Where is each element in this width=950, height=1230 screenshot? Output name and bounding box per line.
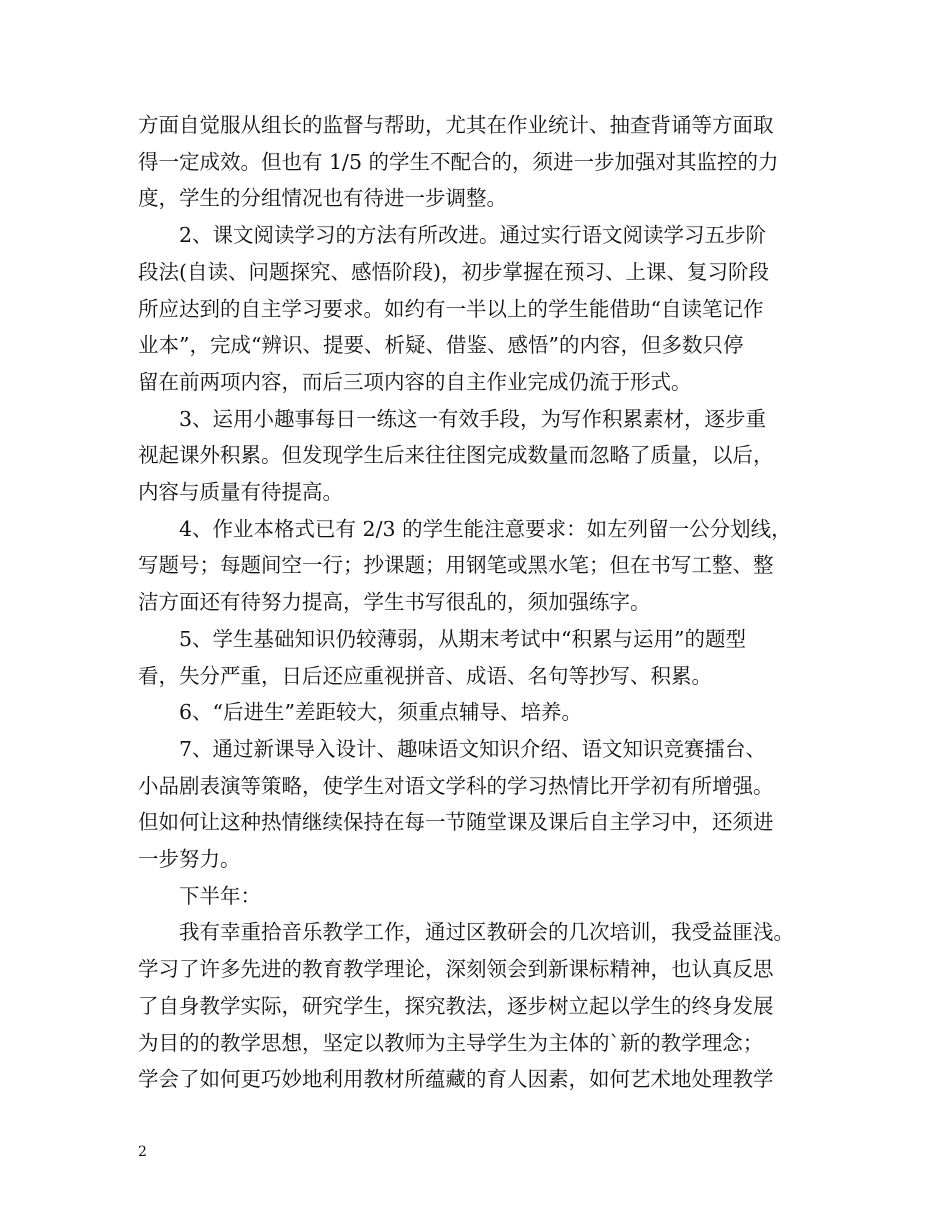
page-number: 2 bbox=[138, 1144, 147, 1160]
text-line: 洁方面还有待努力提高，学生书写很乱的，须加强练字。 bbox=[138, 590, 651, 615]
paragraph-7 bbox=[138, 731, 828, 878]
paragraph-4 bbox=[138, 511, 828, 621]
text-line: 看，失分严重，日后还应重视拼音、成语、名句等抄写、积累。 bbox=[138, 663, 712, 688]
text-line: 度，学生的分组情况也有待进一步调整。 bbox=[138, 186, 507, 211]
paragraph-1 bbox=[138, 107, 828, 217]
text-line: 但如何让这种热情继续保持在每一节随堂课及课后自主学习中，还须进 bbox=[138, 810, 774, 835]
paragraph-5 bbox=[138, 621, 828, 694]
text-line: 写题号；每题间空一行；抄课题；用钢笔或黑水笔；但在书写工整、整 bbox=[138, 553, 774, 578]
text-line: 内容与质量有待提高。 bbox=[138, 480, 343, 505]
paragraph-9 bbox=[138, 914, 828, 1098]
text-line: 5、学生基础知识仍较薄弱，从期末考试中“积累与运用”的题型 bbox=[179, 626, 747, 651]
text-line: 一步努力。 bbox=[138, 847, 241, 872]
text-line: 视起课外积累。但发现学生后来往往图完成数量而忽略了质量，以后， bbox=[138, 443, 774, 468]
text-line: 3、运用小趣事每日一练这一有效手段，为写作积累素材，逐步重 bbox=[179, 406, 767, 431]
text-line: 了自身教学实际，研究学生，探究教法，逐步树立起以学生的终身发展 bbox=[138, 993, 774, 1018]
text-line: 4、作业本格式已有 2/3 的学生能注意要求：如左列留一公分划线， bbox=[179, 516, 792, 541]
paragraph-2 bbox=[138, 217, 828, 401]
text-line: 留在前两项内容，而后三项内容的自主作业完成仍流于形式。 bbox=[138, 369, 692, 394]
text-line: 我有幸重拾音乐教学工作，通过区教研会的几次培训，我受益匪浅。 bbox=[179, 920, 794, 945]
text-line: 7、通过新课导入设计、趣味语文知识介绍、语文知识竞赛擂台、 bbox=[179, 736, 767, 761]
text-line: 得一定成效。但也有 1/5 的学生不配合的，须进一步加强对其监控的力 bbox=[138, 149, 779, 174]
text-line: 小品剧表演等策略，使学生对语文学科的学习热情比开学初有所增强。 bbox=[138, 773, 774, 798]
text-line: 2、课文阅读学习的方法有所改进。通过实行语文阅读学习五步阶 bbox=[179, 223, 767, 248]
text-line: 段法(自读、问题探究、感悟阶段)，初步掌握在预习、上课、复习阶段 bbox=[138, 259, 769, 284]
paragraph-3 bbox=[138, 401, 828, 511]
text-line: 业本”，完成“辨识、提要、析疑、借鉴、感悟”的内容，但多数只停 bbox=[138, 333, 744, 358]
text-line: 学习了许多先进的教育教学理论，深刻领会到新课标精神，也认真反思 bbox=[138, 957, 774, 982]
text-line: 为目的的教学思想，坚定以教师为主导学生为主体的`新的教学理念； bbox=[138, 1030, 764, 1055]
paragraph-6 bbox=[138, 694, 828, 731]
text-line: 学会了如何更巧妙地利用教材所蕴藏的育人因素，如何艺术地处理教学 bbox=[138, 1067, 774, 1092]
text-line: 下半年： bbox=[179, 883, 261, 908]
text-line: 方面自觉服从组长的监督与帮助，尤其在作业统计、抽查背诵等方面取 bbox=[138, 113, 774, 137]
section-heading-second-half bbox=[138, 878, 828, 915]
text-line: 所应达到的自主学习要求。如约有一半以上的学生能借助“自读笔记作 bbox=[138, 296, 764, 321]
text-line: 6、“后进生”差距较大，须重点辅导、培养。 bbox=[179, 700, 583, 725]
document-body bbox=[138, 107, 828, 1098]
